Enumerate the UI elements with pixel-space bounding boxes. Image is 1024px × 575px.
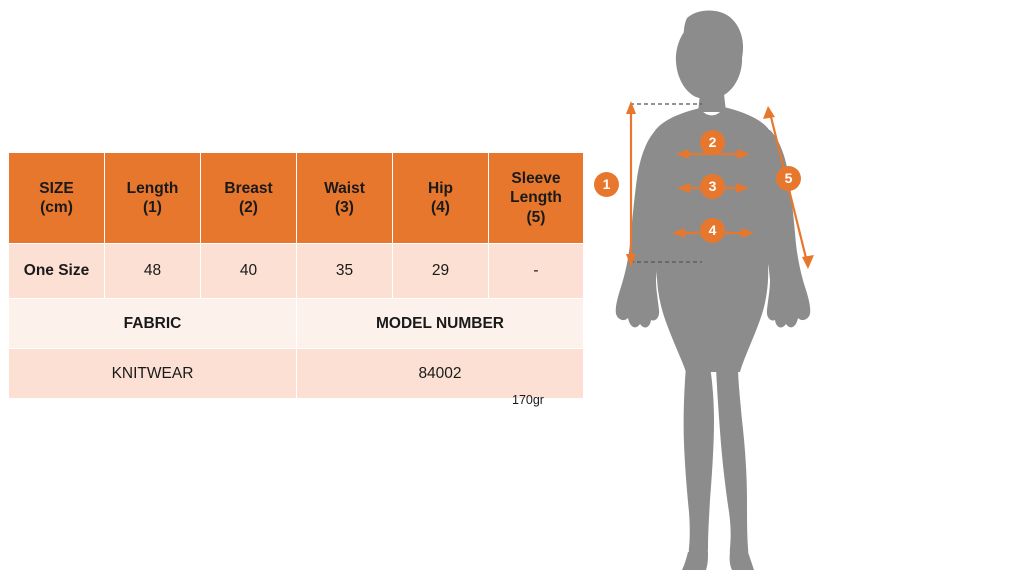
table-header-breast <box>201 153 297 244</box>
row-label-one-size: One Size <box>9 244 105 299</box>
cell-length: 48 <box>105 244 201 299</box>
header-line: Waist <box>324 179 365 197</box>
header-line: Breast <box>224 179 273 197</box>
cell-sleeve-length: - <box>489 244 584 299</box>
header-line: (1) <box>143 199 162 216</box>
badge-length: 1 <box>594 172 619 197</box>
table-subvalue-row <box>9 349 584 399</box>
badge-breast: 2 <box>700 130 725 155</box>
header-line: Length <box>126 179 179 197</box>
table-header-size <box>9 153 105 244</box>
table-header-length <box>105 153 201 244</box>
value-fabric: KNITWEAR <box>9 349 297 399</box>
badge-sleeve-length: 5 <box>776 166 801 191</box>
weight-note: 170gr <box>512 393 544 407</box>
value-model-number: 84002 <box>297 349 584 399</box>
subheader-model-number: MODEL NUMBER <box>297 299 584 349</box>
header-line: Length <box>510 189 562 207</box>
header-line: Sleeve <box>511 169 561 187</box>
female-body-silhouette-icon <box>590 0 1024 575</box>
table-header-sleeve-length <box>489 153 584 244</box>
table-header-row <box>9 153 584 244</box>
header-line: (5) <box>526 208 546 226</box>
size-chart-table <box>8 152 584 399</box>
measurement-diagram <box>590 0 1024 575</box>
header-line: (3) <box>335 199 354 216</box>
cell-hip: 29 <box>393 244 489 299</box>
header-line: (4) <box>431 199 450 216</box>
header-line: SIZE <box>39 179 74 197</box>
cell-waist: 35 <box>297 244 393 299</box>
subheader-fabric: FABRIC <box>9 299 297 349</box>
table-subheader-row <box>9 299 584 349</box>
header-line: (2) <box>239 199 258 216</box>
badge-waist: 3 <box>700 174 725 199</box>
table-header-waist <box>297 153 393 244</box>
badge-hip: 4 <box>700 218 725 243</box>
table-header-hip <box>393 153 489 244</box>
header-line: Hip <box>428 179 453 197</box>
cell-breast: 40 <box>201 244 297 299</box>
table-row <box>9 244 584 299</box>
header-line: (cm) <box>40 199 73 216</box>
